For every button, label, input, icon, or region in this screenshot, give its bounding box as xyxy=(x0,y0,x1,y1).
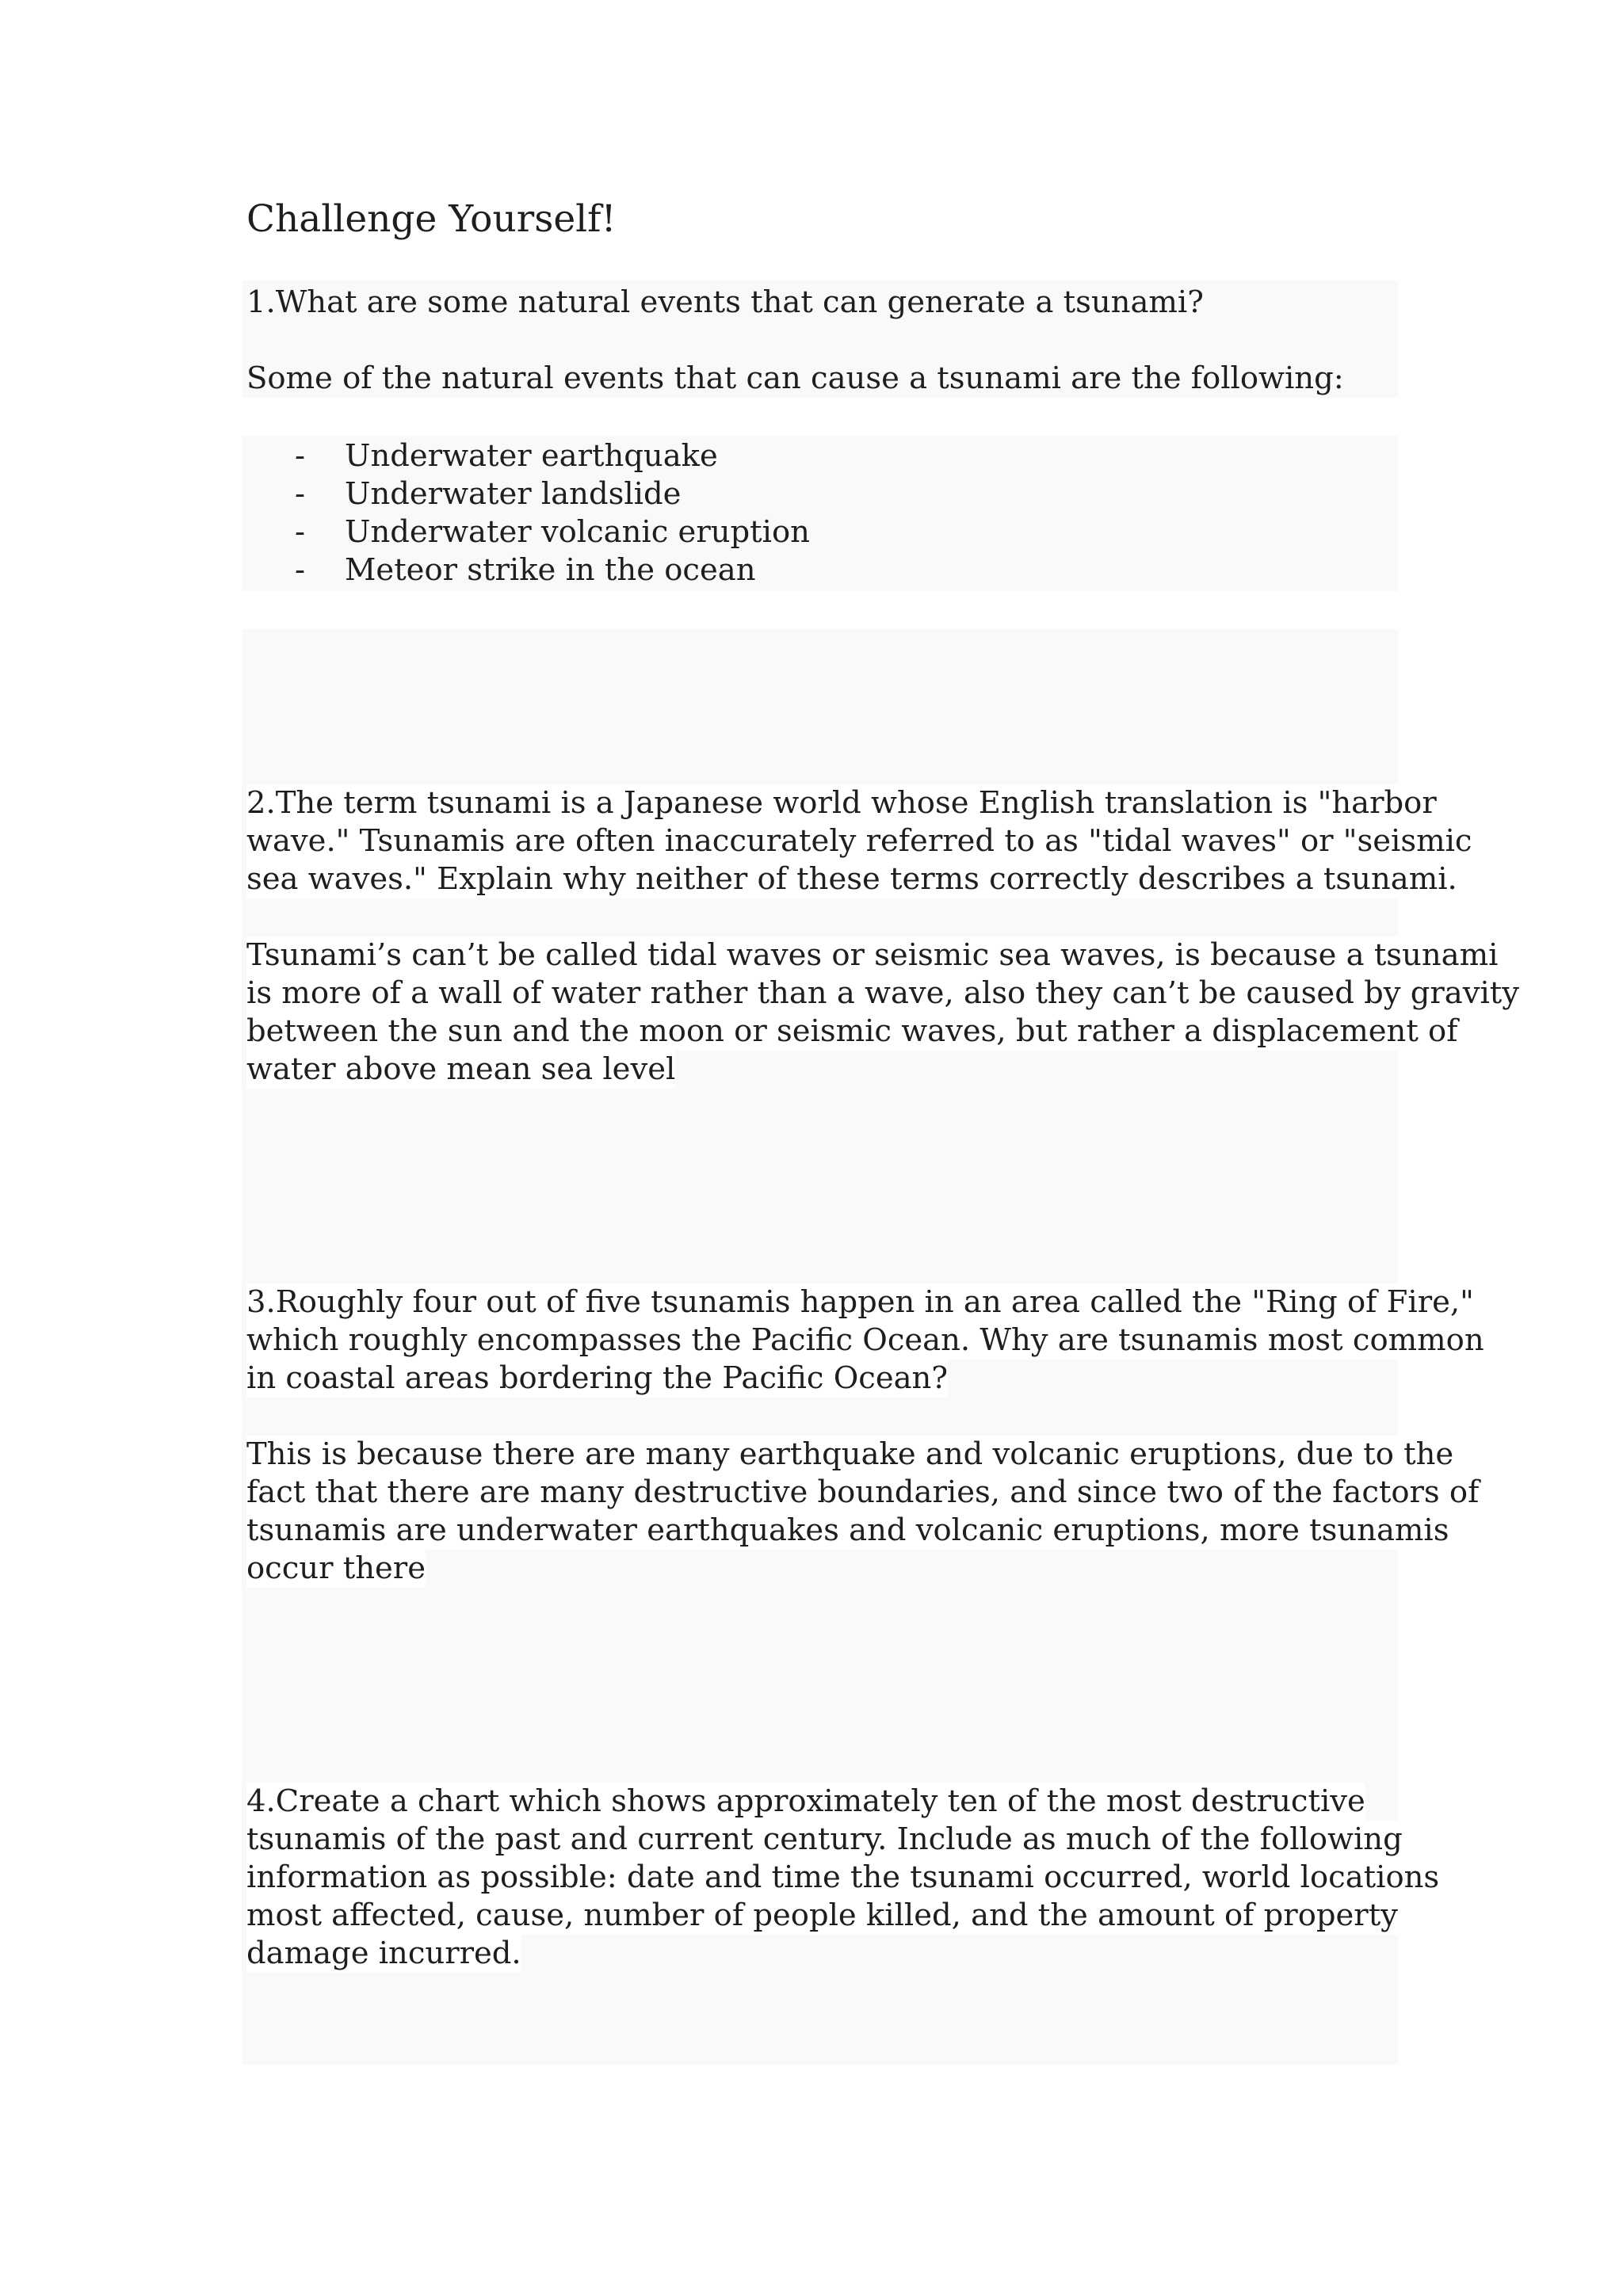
question-line: damage incurred. xyxy=(246,1936,521,1971)
question-line: 4.Create a chart which shows approximately ten of the most destructive xyxy=(246,1783,1365,1819)
bullet-marker: - xyxy=(295,514,306,550)
answer-line: between the sun and the moon or seismic waves, but rather a displacement of xyxy=(246,1013,1458,1049)
q1-answer-intro: Some of the natural events that can cause a tsunami are the following: xyxy=(246,360,1344,396)
q1-question: 1.What are some natural events that can generate a tsunami? xyxy=(246,284,1204,320)
question-line: sea waves." Explain why neither of these terms correctly describes a tsunami. xyxy=(246,861,1457,897)
question-line: wave." Tsunamis are often inaccurately referred to as "tidal waves" or "seismic xyxy=(246,823,1472,859)
question-line: in coastal areas bordering the Pacific Ocean? xyxy=(246,1360,948,1396)
answer-line: Tsunami’s can’t be called tidal waves or seismic sea waves, is because a tsunami xyxy=(246,937,1499,973)
bullet-marker: - xyxy=(295,552,306,588)
question-line: 3.Roughly four out of five tsunamis happen in an area called the "Ring of Fire," xyxy=(246,1284,1474,1320)
bullet-marker: - xyxy=(295,476,306,512)
answer-line: is more of a wall of water rather than a wave, also they can’t be caused by gravity xyxy=(246,975,1520,1011)
list-item: Underwater earthquake xyxy=(345,438,718,474)
answer-line: tsunamis are underwater earthquakes and volcanic eruptions, more tsunamis xyxy=(246,1512,1449,1548)
question-line: which roughly encompasses the Pacific Ocean. Why are tsunamis most common xyxy=(246,1322,1484,1358)
page-title: Challenge Yourself! xyxy=(246,197,617,241)
bullet-marker: - xyxy=(295,438,306,474)
list-item: Underwater landslide xyxy=(345,476,682,512)
answer-line: occur there xyxy=(246,1550,426,1586)
question-line: tsunamis of the past and current century. Include as much of the following xyxy=(246,1821,1403,1857)
list-item: Meteor strike in the ocean xyxy=(345,552,756,588)
question-line: most affected, cause, number of people killed, and the amount of property xyxy=(246,1897,1398,1933)
answer-line: water above mean sea level xyxy=(246,1051,676,1087)
question-line: 2.The term tsunami is a Japanese world whose English translation is "harbor xyxy=(246,785,1437,821)
answer-line: This is because there are many earthquake and volcanic eruptions, due to the xyxy=(246,1436,1454,1472)
question-line: information as possible: date and time the tsunami occurred, world locations xyxy=(246,1859,1440,1895)
answer-line: fact that there are many destructive boundaries, and since two of the factors of xyxy=(246,1474,1480,1510)
list-item: Underwater volcanic eruption xyxy=(345,514,810,550)
